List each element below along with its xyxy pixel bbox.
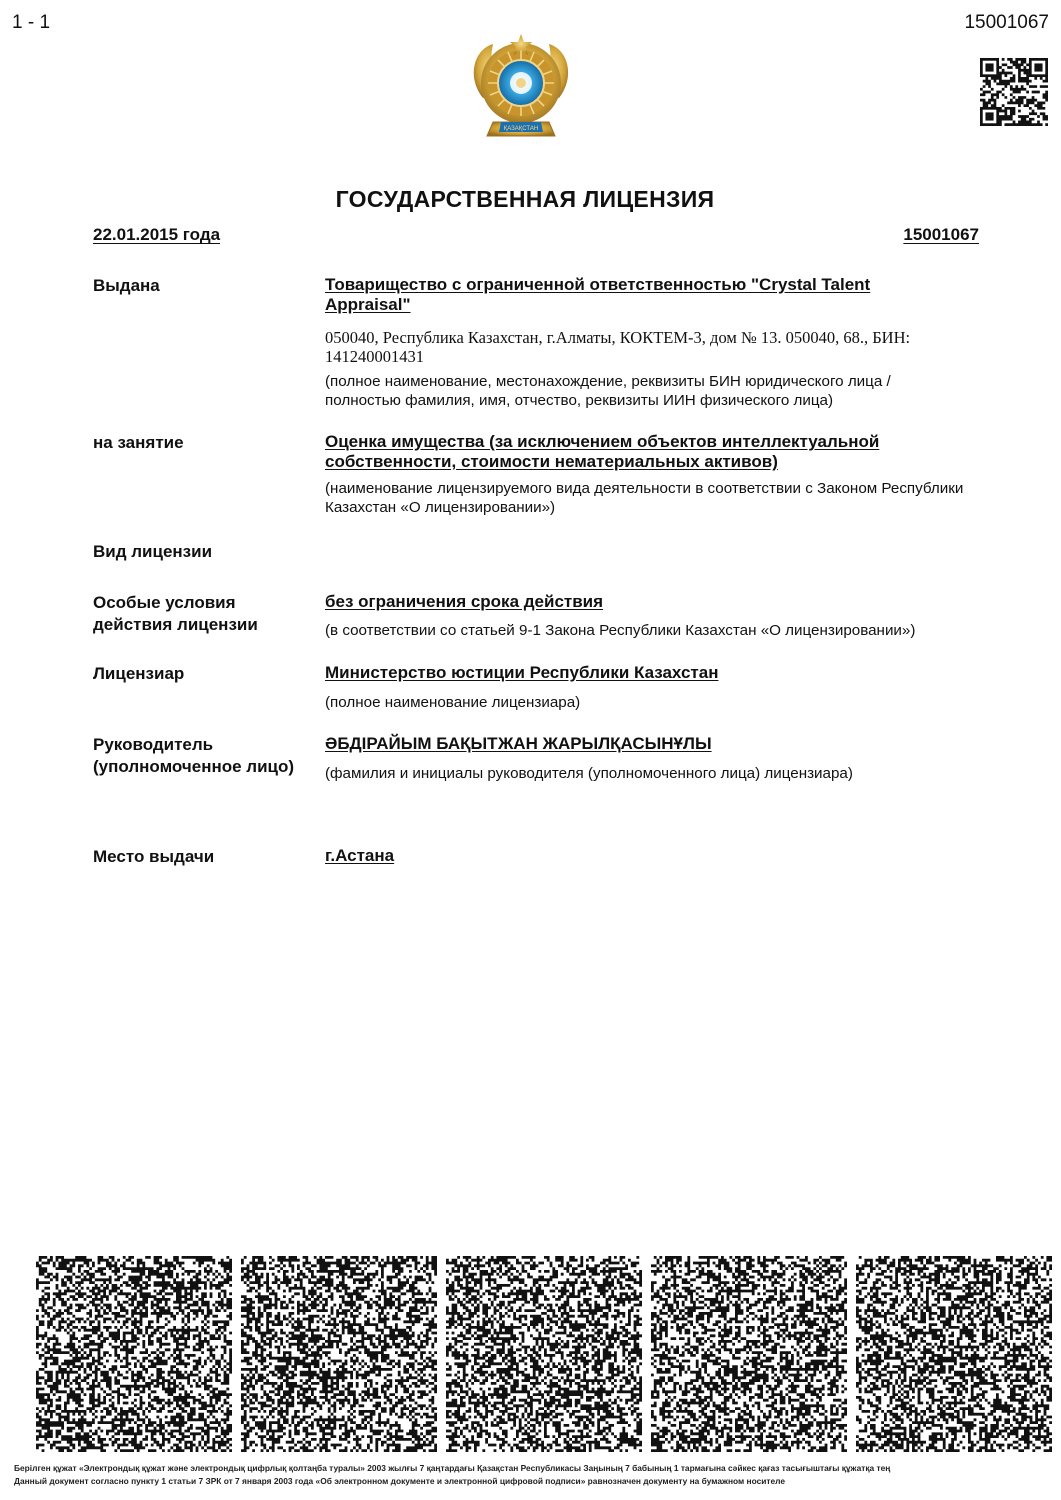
license-type-label: Вид лицензии bbox=[93, 542, 213, 561]
license-date: 22.01.2015 года bbox=[93, 225, 221, 244]
issued-to-address: 050040, Республика Казахстан, г.Алматы, КОКТЕМ-3, дом № 13. 050040, 68., БИН: 141240001431 bbox=[325, 328, 911, 366]
signature-qr-code-icon bbox=[36, 1256, 232, 1452]
licensor-value: Министерство юстиции Республики Казахстан bbox=[325, 663, 719, 682]
issued-to-value: Товарищество с ограниченной ответственностью "Crystal Talent Appraisal" bbox=[325, 275, 871, 314]
issued-to-label: Выдана bbox=[93, 276, 160, 295]
signature-qr-code-icon bbox=[446, 1256, 642, 1452]
licensor-label: Лицензиар bbox=[93, 664, 185, 683]
footer-note-kz: Берілген құжат «Электрондық құжат және электрондық цифрлық қолтаңба туралы» 2003 жылғы 7 қаңтардағы Қазақстан Республикасы Заңының 7 бабының 1 тармағына сәйкес қағаз тасығыштағы құжатқа тең bbox=[14, 1463, 891, 1473]
special-conditions-note: (в соответствии со статьей 9-1 Закона Республики Казахстан «О лицензировании») bbox=[325, 622, 916, 639]
activity-label: на занятие bbox=[93, 433, 184, 452]
signature-qr-code-icon bbox=[651, 1256, 847, 1452]
head-note: (фамилия и инициалы руководителя (уполномоченного лица) лицензиара) bbox=[325, 765, 853, 782]
qr-code-icon bbox=[980, 58, 1048, 126]
page-index: 1 - 1 bbox=[12, 12, 51, 33]
activity-value: Оценка имущества (за исключением объектов интеллектуальной собственности, стоимости нематериальных активов) bbox=[325, 432, 880, 471]
special-conditions-value: без ограничения срока действия bbox=[325, 592, 604, 611]
signature-qr-code-icon bbox=[856, 1256, 1052, 1452]
license-number: 15001067 bbox=[903, 225, 979, 244]
footer-note-ru: Данный документ согласно пункту 1 статьи 7 ЗРК от 7 января 2003 года «Об электронном документе и электронной цифровой подписи» равнозначен документу на бумажном носителе bbox=[14, 1476, 786, 1486]
issued-to-note: (полное наименование, местонахождение, реквизиты БИН юридического лица / полностью фамилия, имя, отчество, реквизиты ИИН физического лица) bbox=[325, 373, 891, 409]
signature-qr-code-icon bbox=[241, 1256, 437, 1452]
place-value: г.Астана bbox=[325, 846, 395, 865]
svg-text:ҚАЗАҚСТАН: ҚАЗАҚСТАН bbox=[503, 126, 539, 132]
kazakhstan-state-emblem-icon bbox=[463, 28, 579, 144]
place-label: Место выдачи bbox=[93, 847, 215, 866]
head-label: Руководитель (уполномоченное лицо) bbox=[93, 735, 295, 776]
page-title: ГОСУДАРСТВЕННАЯ ЛИЦЕНЗИЯ bbox=[335, 186, 715, 212]
document-number-header: 15001067 bbox=[964, 12, 1049, 33]
special-conditions-label: Особые условия действия лицензии bbox=[93, 593, 258, 634]
licensor-note: (полное наименование лицензиара) bbox=[325, 694, 581, 711]
head-value: ӘБДІРАЙЫМ БАҚЫТЖАН ЖАРЫЛҚАСЫНҰЛЫ bbox=[325, 734, 712, 753]
activity-note: (наименование лицензируемого вида деятельности в соответствии с Законом Республики Казахстан «О лицензировании») bbox=[325, 480, 964, 516]
